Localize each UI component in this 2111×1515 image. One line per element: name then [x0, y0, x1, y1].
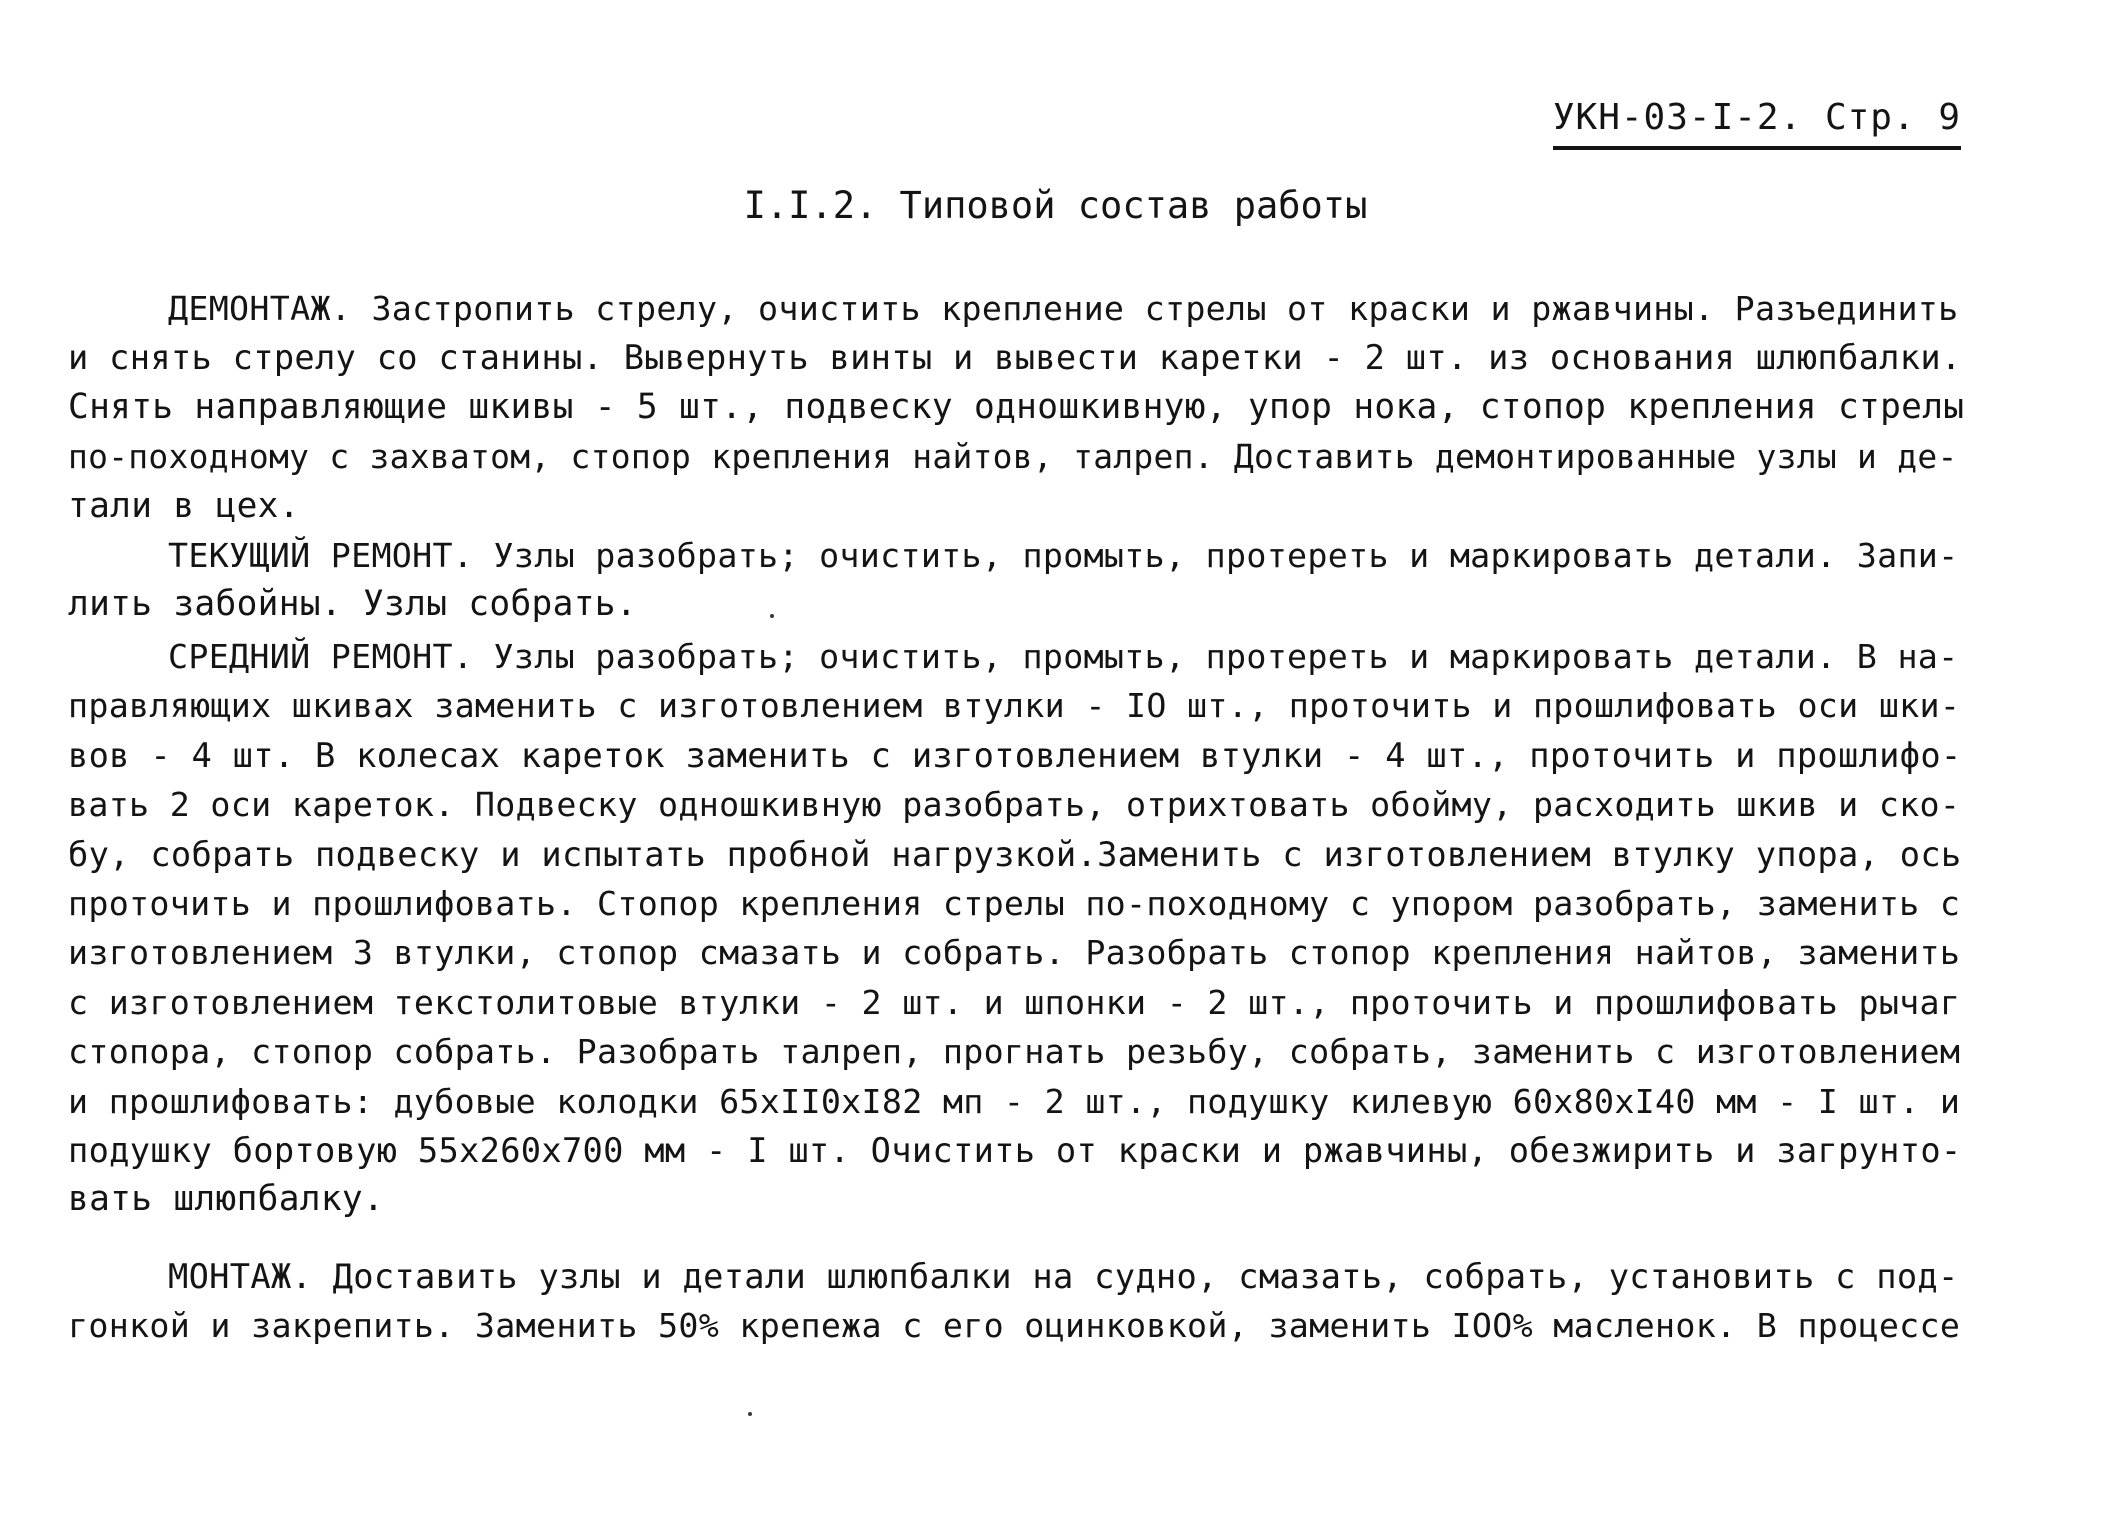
text-line: СРЕДНИЙ РЕМОНТ. Узлы разобрать; очистить, промыть, протереть и маркировать детали. В на- [168, 637, 1959, 676]
text-line: бу, собрать подвеску и испытать пробной нагрузкой.Заменить с изготовлением втулку упора, ось [68, 834, 1962, 874]
paragraph-tekushchiy-remont [68, 531, 1976, 630]
text-line: вать 2 оси кареток. Подвеску одношкивную разобрать, отрихтовать обойму, расходить шкив и ско- [68, 785, 1961, 825]
text-line: с изготовлением текстолитовые втулки - 2 шт. и шпонки - 2 шт., проточить и прошлифовать рычаг [68, 982, 1961, 1022]
text-line: лить забойны. Узлы собрать. [68, 584, 637, 625]
text-line: вов - 4 шт. В колесах кареток заменить с изготовлением втулки - 4 шт., проточить и прошлифо- [68, 735, 1962, 775]
page-code: УКН-03-I-2. Стр. 9 [1553, 96, 1961, 150]
text-line: и прошлифовать: дубовые колодки 65хII0хI82 мп - 2 шт., подушку килевую 60х80хI40 мм - I шт. и [68, 1081, 1961, 1121]
text-line: по-походному с захватом, стопор крепления найтов, талреп. Доставить демонтированные узлы и де- [68, 437, 1958, 477]
text-line: гонкой и закрепить. Заменить 50% крепежа с его оцинковкой, заменить IOO% масленок. В процессе [68, 1306, 1961, 1346]
text-line: Снять направляющие шкивы - 5 шт., подвеску одношкивную, упор нока, стопор крепления стрелы [68, 386, 1965, 427]
text-line: подушку бортовую 55х260х700 мм - I шт. Очистить от краски и ржавчины, обезжирить и загрунто- [68, 1130, 1962, 1170]
text-line: стопора, стопор собрать. Разобрать талреп, прогнать резьбу, собрать, заменить с изготовлением [68, 1032, 1961, 1072]
text-line: изготовлением 3 втулки, стопор смазать и собрать. Разобрать стопор крепления найтов, заменить [68, 933, 1961, 973]
text-line: вать шлюпбалку. [68, 1179, 385, 1220]
text-line: и снять стрелу со станины. Вывернуть винты и вывести каретки - 2 шт. из основания шлюпбалки. [68, 338, 1962, 378]
text-line: ДЕМОНТАЖ. Застропить стрелу, очистить крепление стрелы от краски и ржавчины. Разъединить [168, 289, 1959, 328]
text-line: тали в цех. [68, 485, 300, 526]
text-line: проточить и прошлифовать. Стопор крепления стрелы по-походному с упором разобрать, заменить с [68, 883, 1961, 923]
section-title: I.I.2. Типовой состав работы [743, 184, 1368, 227]
paragraph-demontazh [68, 284, 1976, 531]
paragraph-montazh [68, 1252, 1976, 1351]
text-line: правляющих шкивах заменить с изготовлением втулки - IO шт., проточить и прошлифовать оси шки- [68, 686, 1961, 726]
scan-speck [770, 614, 774, 618]
scan-speck [748, 1412, 752, 1416]
paragraph-sredniy-remont [68, 632, 1976, 1225]
text-line: МОНТАЖ. Доставить узлы и детали шлюпбалки на судно, смазать, собрать, установить с под- [168, 1257, 1959, 1296]
text-line: ТЕКУЩИЙ РЕМОНТ. Узлы разобрать; очистить, промыть, протереть и маркировать детали. Запи- [168, 536, 1959, 575]
